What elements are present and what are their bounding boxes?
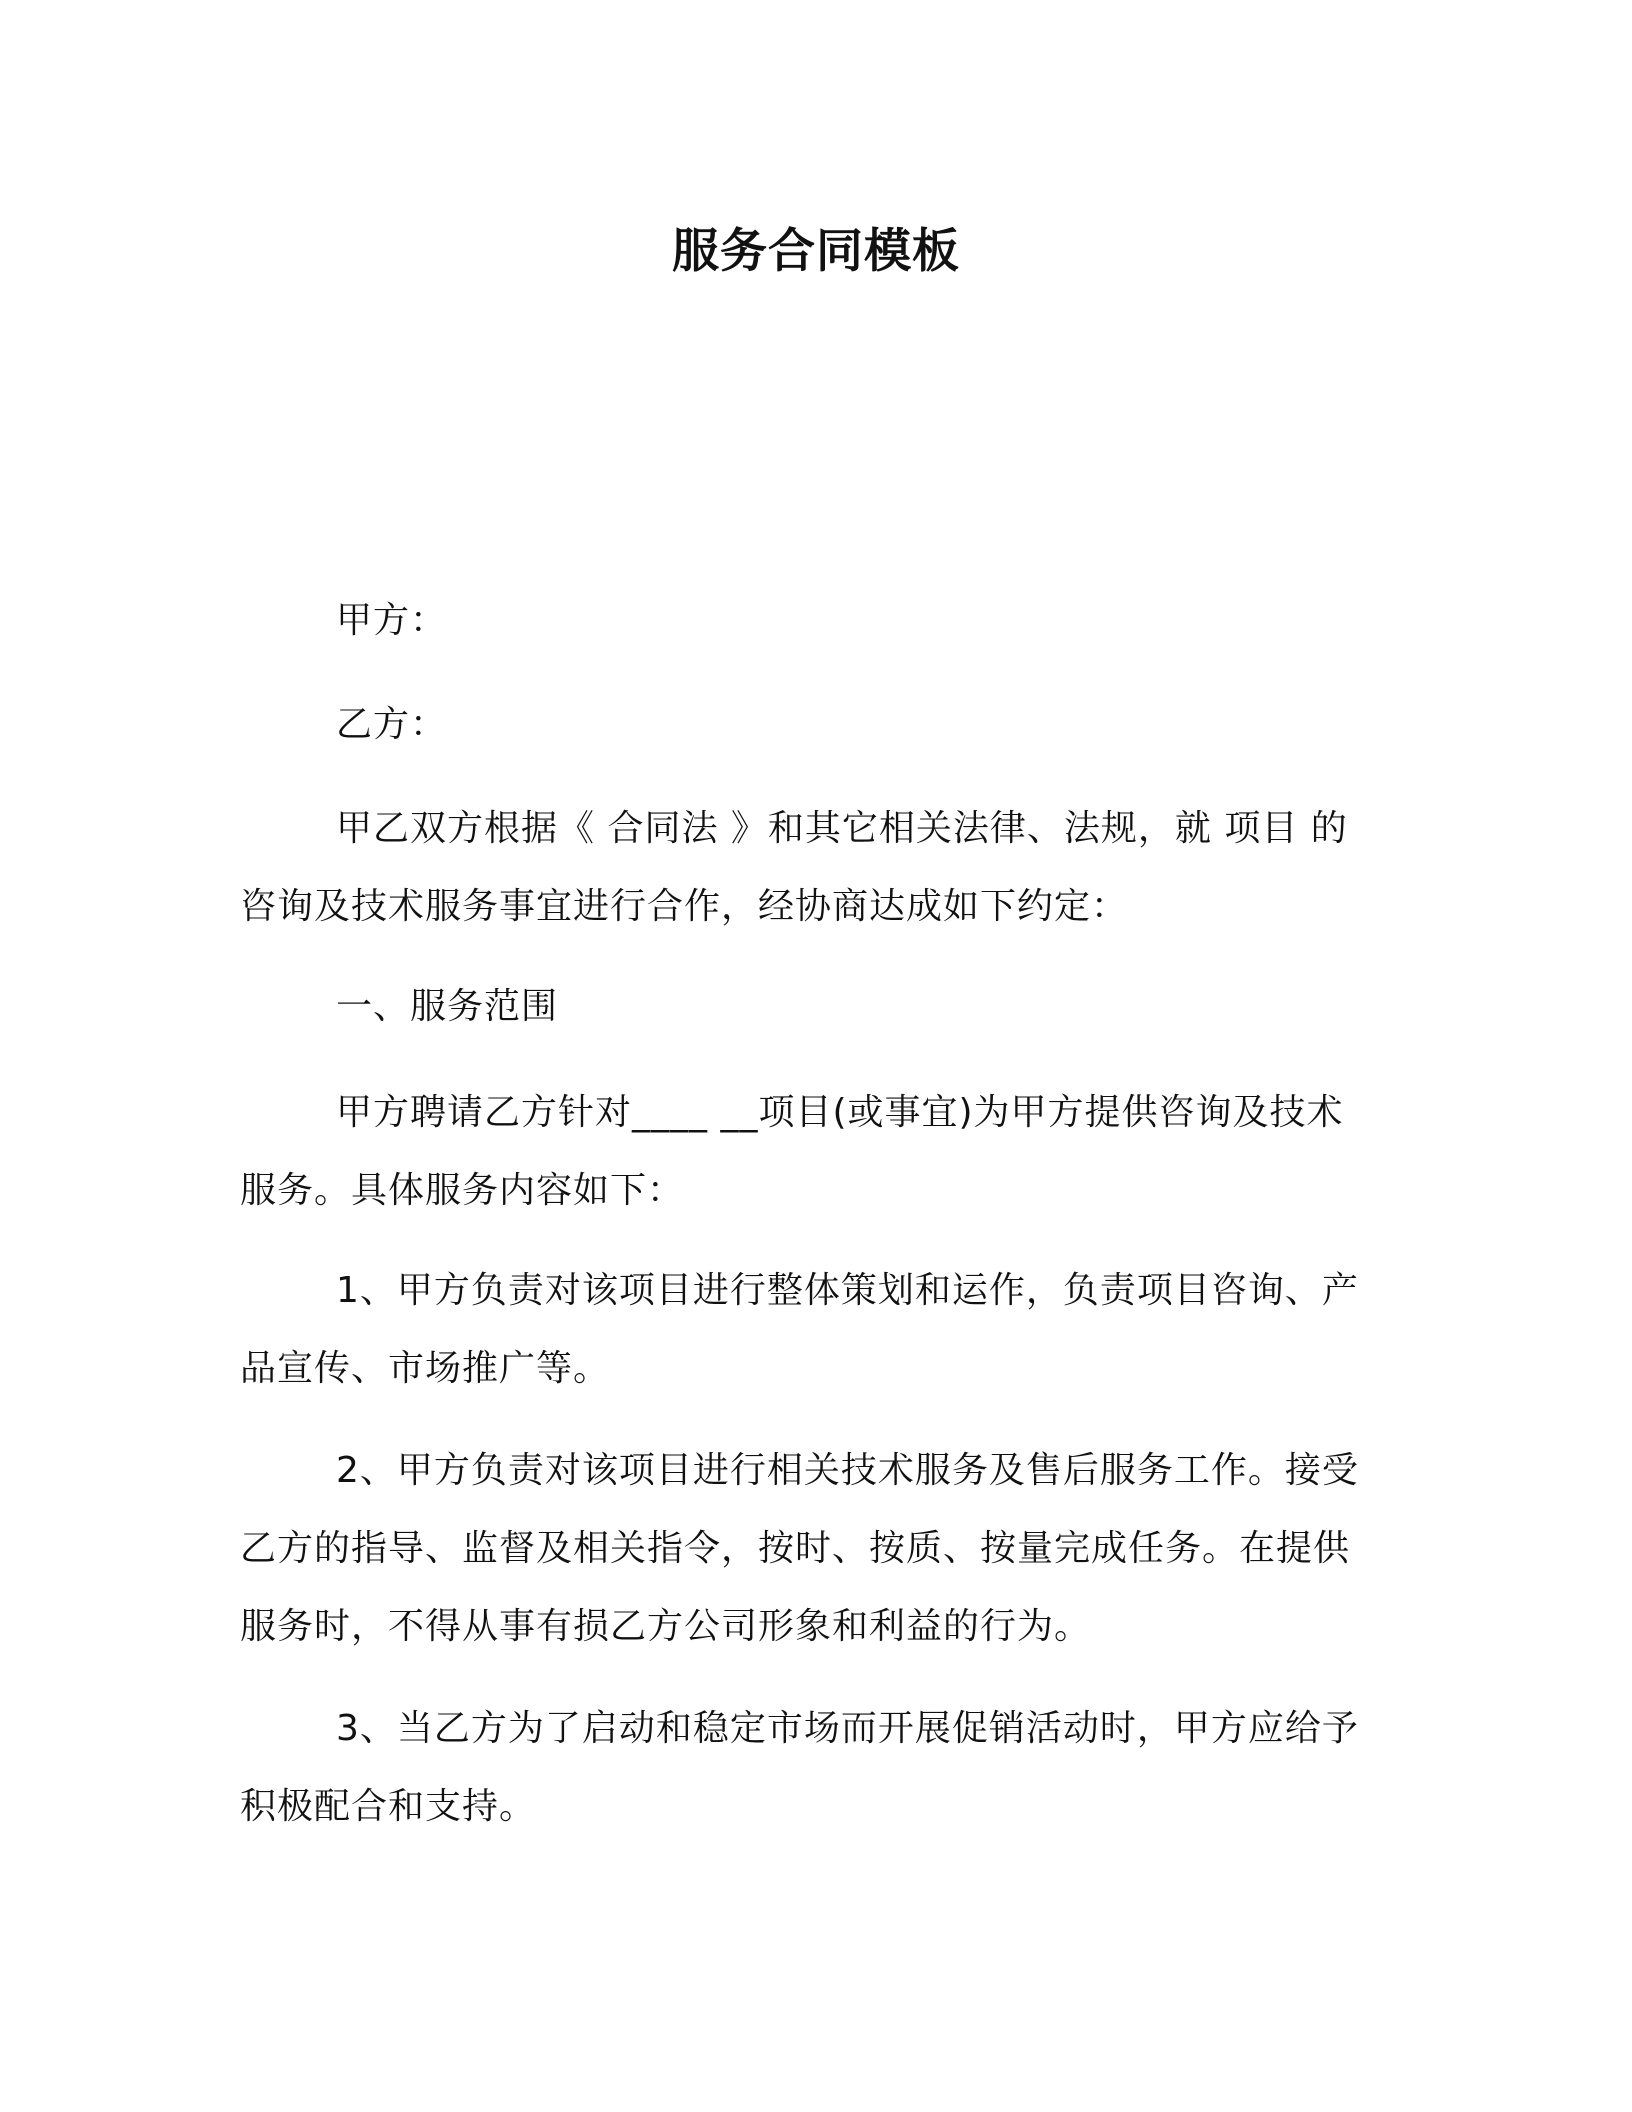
document-title: 服务合同模板 [672,224,960,279]
party-b-line: 乙方： [336,704,448,745]
preamble-paragraph: 甲乙双方根据《 合同法 》和其它相关法律、法规，就 项目 的咨询及技术服务事宜进行合作，经协商达成如下约定： [240,808,1348,927]
clause-3: 3、当乙方为了启动和稳定市场而开展促销活动时，甲方应给予积极配合和支持。 [240,1708,1359,1827]
party-a-line: 甲方： [336,600,448,641]
clause-1: 1、甲方负责对该项目进行整体策划和运作，负责项目咨询、产品宣传、市场推广等。 [240,1270,1359,1389]
section-heading-service-scope: 一、服务范围 [336,986,559,1027]
clause-2: 2、甲方负责对该项目进行相关技术服务及售后服务工作。接受乙方的指导、监督及相关指令，按时、按质、按量完成任务。在提供服务时，不得从事有损乙方公司形象和利益的行为。 [240,1450,1359,1647]
service-scope-paragraph: 甲方聘请乙方针对____ __项目(或事宜)为甲方提供咨询及技术服务。具体服务内容如下： [240,1092,1344,1211]
